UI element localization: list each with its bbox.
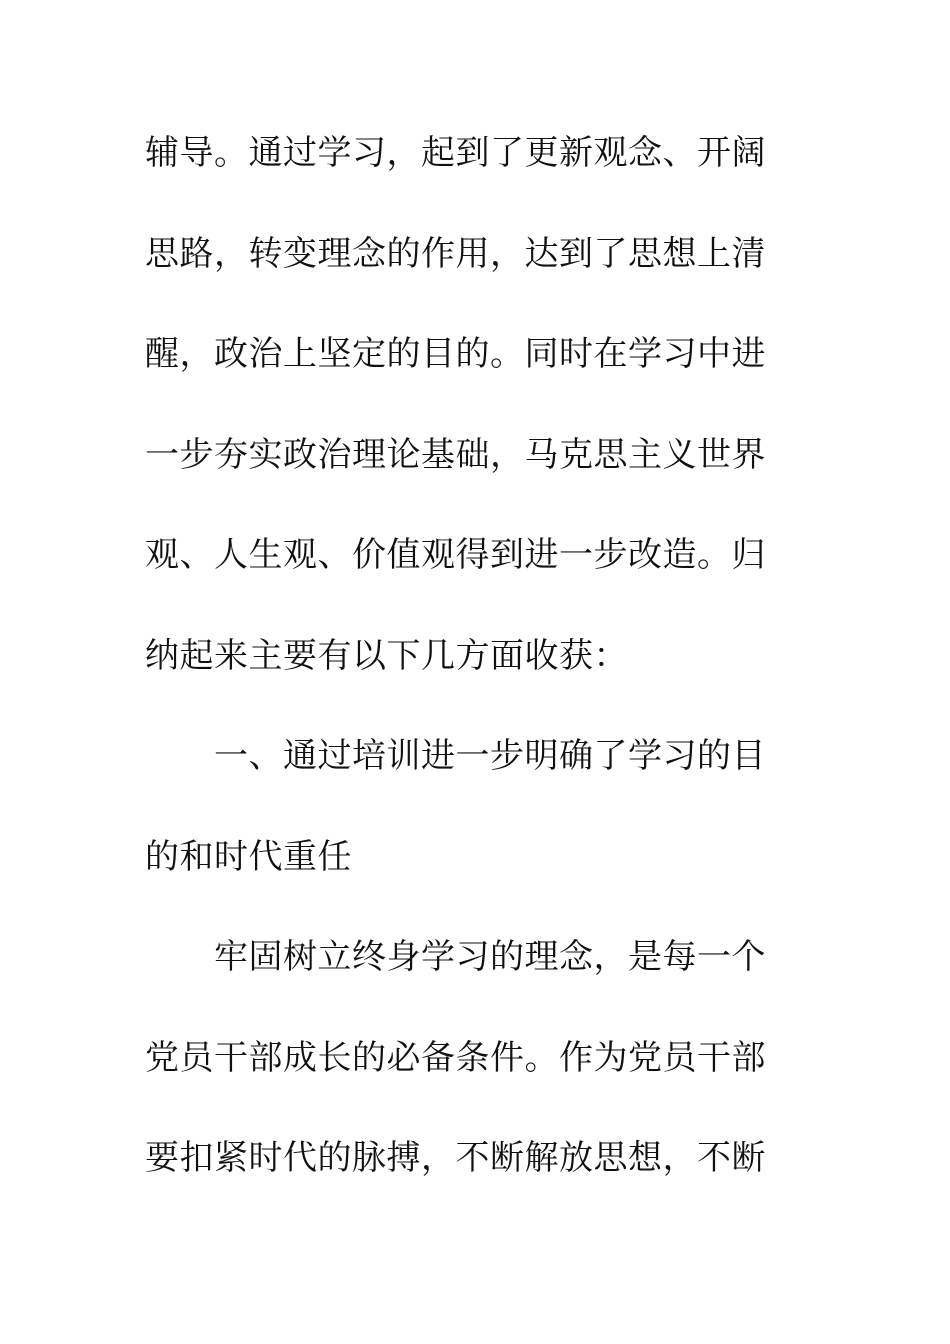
paragraph-line: 辅导。通过学习，起到了更新观念、开阔 bbox=[145, 133, 766, 173]
paragraph-line: 一步夯实政治理论基础，马克思主义世界 bbox=[145, 434, 766, 475]
paragraph-line: 观、人生观、价值观得到进一步改造。归 bbox=[145, 535, 766, 575]
section-heading-line: 一、通过培训进一步明确了学习的目 bbox=[214, 736, 766, 776]
paragraph-line: 党员干部成长的必备条件。作为党员干部 bbox=[145, 1037, 766, 1078]
body-text bbox=[145, 118, 785, 1224]
paragraph-line: 思路，转变理念的作用，达到了思想上清 bbox=[145, 233, 766, 274]
section-heading-line: 的和时代重任 bbox=[145, 836, 352, 877]
paragraph-line: 醒，政治上坚定的目的。同时在学习中进 bbox=[145, 334, 766, 374]
paragraph-line: 牢固树立终身学习的理念，是每一个 bbox=[214, 937, 766, 977]
paragraph-line: 纳起来主要有以下几方面收获： bbox=[145, 635, 628, 676]
paragraph-line: 要扣紧时代的脉搏，不断解放思想，不断 bbox=[145, 1138, 766, 1178]
